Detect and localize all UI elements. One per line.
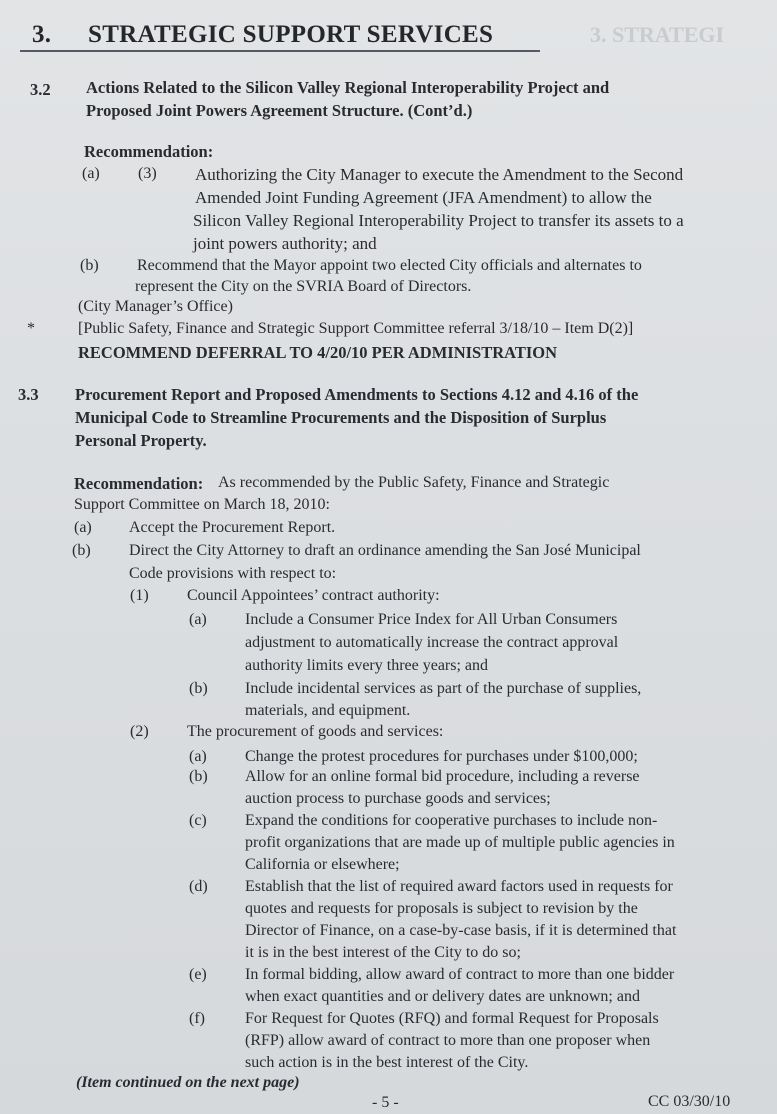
item-3-3-b-label: (b) — [72, 542, 91, 559]
item-3-3-recommendation-line-1: As recommended by the Public Safety, Finance and Strategic — [218, 474, 610, 491]
item-3-3-recommendation-line-2: Support Committee on March 18, 2010: — [74, 496, 330, 513]
item-3-3-p2a-label: (a) — [189, 748, 207, 765]
item-3-3-p2d-line-3: Director of Finance, on a case-by-case basis, if it is determined that — [245, 922, 677, 939]
item-3-3-p2d-line-4: it is in the best interest of the City to do so; — [245, 944, 521, 961]
item-3-2-a3-line-4: joint powers authority; and — [193, 234, 377, 253]
item-3-2-a3-line-1: Authorizing the City Manager to execute the Amendment to the Second — [195, 165, 684, 184]
item-3-2-title-line-2: Proposed Joint Powers Agreement Structure. (Cont’d.) — [86, 101, 473, 120]
item-3-3-p2f-line-1: For Request for Quotes (RFQ) and formal Request for Proposals — [245, 1010, 659, 1027]
document-code: CC 03/30/10 — [648, 1093, 731, 1110]
item-3-3-p2c-line-2: profit organizations that are made up of multiple public agencies in — [245, 834, 675, 851]
item-3-3-p2c-label: (c) — [189, 812, 207, 829]
item-3-3-p2d-line-2: quotes and requests for proposals is subject to revision by the — [245, 900, 638, 917]
item-3-3-title-line-2: Municipal Code to Streamline Procurements and the Disposition of Surplus — [75, 408, 607, 427]
item-3-3-b-line-1: Direct the City Attorney to draft an ordinance amending the San José Municipal — [129, 542, 641, 559]
item-3-2-b-label: (b) — [80, 257, 99, 274]
item-3-3-title-line-1: Procurement Report and Proposed Amendments to Sections 4.12 and 4.16 of the — [75, 385, 639, 404]
page-number: - 5 - — [372, 1094, 399, 1111]
item-3-3-p2e-line-1: In formal bidding, allow award of contract to more than one bidder — [245, 966, 675, 983]
section-title: STRATEGIC SUPPORT SERVICES — [88, 21, 494, 48]
item-3-3-p2c-line-3: California or elsewhere; — [245, 856, 400, 873]
item-3-3-p1a-label: (a) — [189, 611, 207, 628]
item-3-3-p2-label: (2) — [130, 723, 149, 740]
item-3-2-deferral: RECOMMEND DEFERRAL TO 4/20/10 PER ADMINISTRATION — [78, 343, 558, 362]
item-3-3-p2b-line-1: Allow for an online formal bid procedure, including a reverse — [245, 768, 640, 785]
continued-note: (Item continued on the next page) — [76, 1074, 300, 1091]
item-3-3-a-label: (a) — [74, 519, 92, 536]
bleed-through-decoration: 3. STRATEGI — [590, 22, 725, 47]
item-3-3-title-line-3: Personal Property. — [75, 431, 207, 450]
item-3-3-p2c-line-1: Expand the conditions for cooperative purchases to include non- — [245, 812, 658, 829]
section-rule — [20, 50, 540, 52]
item-3-3-p1-text: Council Appointees’ contract authority: — [187, 587, 440, 604]
item-3-3-p1b-line-2: materials, and equipment. — [245, 702, 411, 719]
item-3-2-b-line-1: Recommend that the Mayor appoint two elected City officials and alternates to — [137, 257, 642, 274]
item-3-3-p1b-line-1: Include incidental services as part of the purchase of supplies, — [245, 680, 642, 697]
item-3-2-referral: [Public Safety, Finance and Strategic Support Committee referral 3/18/10 – Item D(2)] — [78, 320, 634, 337]
item-3-3-p2e-label: (e) — [189, 966, 207, 983]
item-3-3-p1b-label: (b) — [189, 680, 208, 697]
item-3-2-star-marker: * — [27, 320, 35, 337]
item-3-3-a-text: Accept the Procurement Report. — [129, 519, 336, 536]
item-3-3-p1-label: (1) — [130, 587, 149, 604]
item-3-3-p2b-label: (b) — [189, 768, 208, 785]
section-number: 3. — [32, 21, 52, 48]
item-3-2-b-line-2: represent the City on the SVRIA Board of Directors. — [135, 278, 472, 295]
item-3-2-a3-line-2: Amended Joint Funding Agreement (JFA Amendment) to allow the — [195, 188, 652, 207]
item-3-3-p2f-line-2: (RFP) allow award of contract to more than one proposer when — [245, 1032, 651, 1049]
item-3-3-p2f-line-3: such action is in the best interest of the City. — [245, 1054, 529, 1071]
item-3-2-office: (City Manager’s Office) — [78, 298, 233, 315]
item-3-2-a-label: (a) — [82, 165, 100, 182]
item-3-3-p2a-line-1: Change the protest procedures for purchases under $100,000; — [245, 748, 638, 765]
item-3-3-number: 3.3 — [18, 385, 39, 404]
item-3-3-recommendation-heading: Recommendation: — [74, 474, 204, 493]
item-3-2-title-line-1: Actions Related to the Silicon Valley Regional Interoperability Project and — [86, 78, 610, 97]
item-3-2-recommendation-heading: Recommendation: — [84, 142, 214, 161]
item-3-3-p2f-label: (f) — [189, 1010, 205, 1027]
item-3-2-number: 3.2 — [30, 80, 51, 99]
item-3-3-p2e-line-2: when exact quantities and or delivery dates are unknown; and — [245, 988, 640, 1005]
item-3-3-p1a-line-2: adjustment to automatically increase the contract approval — [245, 634, 619, 651]
item-3-3-p2d-label: (d) — [189, 878, 208, 895]
item-3-3-p2-text: The procurement of goods and services: — [187, 723, 444, 740]
item-3-3-p1a-line-3: authority limits every three years; and — [245, 657, 489, 674]
item-3-3-p2d-line-1: Establish that the list of required award factors used in requests for — [245, 878, 673, 895]
item-3-3-b-line-2: Code provisions with respect to: — [129, 565, 337, 582]
item-3-2-a3-label: (3) — [138, 165, 157, 182]
item-3-3-p2b-line-2: auction process to purchase goods and services; — [245, 790, 551, 807]
item-3-2-a3-line-3: Silicon Valley Regional Interoperability Project to transfer its assets to a — [193, 211, 684, 230]
item-3-3-p1a-line-1: Include a Consumer Price Index for All Urban Consumers — [245, 611, 618, 628]
